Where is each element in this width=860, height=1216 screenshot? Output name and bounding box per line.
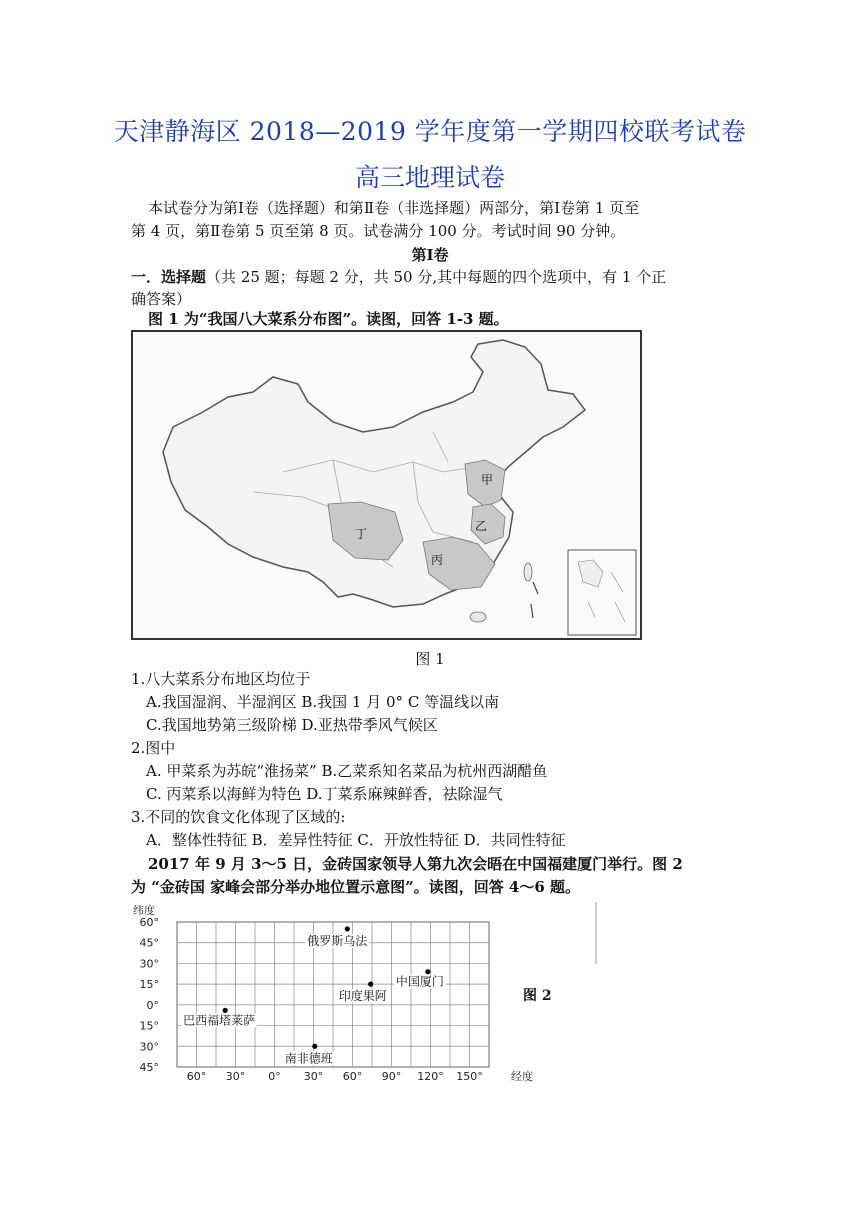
y-tick-label: 30° — [139, 957, 159, 971]
x-tick-label: 30° — [225, 1070, 246, 1082]
intro-line-2: 第 4 页，第Ⅱ卷第 5 页至第 8 页。试卷满分 100 分。考试时间 90 分钟。 — [131, 222, 626, 240]
q1-stem: 1.八大菜系分布地区均位于 — [131, 670, 311, 688]
data-point — [223, 1008, 228, 1013]
china-map-svg — [133, 332, 640, 638]
data-point — [312, 1044, 317, 1049]
intro-line-1: 本试卷分为第Ⅰ卷（选择题）和第Ⅱ卷（非选择题）两部分，第Ⅰ卷第 1 页至 — [148, 199, 640, 217]
data-label: 中国厦门 — [395, 974, 444, 989]
data-point — [345, 926, 350, 931]
hainan-island — [470, 612, 486, 622]
label-ding: 丁 — [355, 527, 368, 541]
section1-heading-line — [131, 266, 666, 288]
section1-text-1: （共 25 题；每题 2 分，共 50 分,其中每题的四个选项中，有 1 个正 — [206, 268, 667, 286]
q3-stem: 3.不同的饮食文化体现了区域的: — [131, 808, 346, 826]
x-tick-label: 60° — [342, 1070, 363, 1082]
data-point — [368, 982, 373, 987]
data-label: 印度果阿 — [338, 989, 387, 1004]
document-subtitle: 高三地理试卷 — [354, 163, 505, 192]
x-tick-label: 0° — [268, 1070, 281, 1082]
q1-option-row-2: C.我国地势第三级阶梯 D.亚热带季风气候区 — [146, 716, 438, 734]
label-yi: 乙 — [475, 519, 488, 533]
fig1-intro: 图 1 为“我国八大菜系分布图”。读图，回答 1-3 题。 — [148, 310, 509, 328]
x-tick-label: 120° — [417, 1070, 444, 1082]
q2-option-row-2: C. 丙菜系以海鲜为特色 D.丁菜系麻辣鲜香，祛除湿气 — [146, 785, 503, 803]
data-label: 俄罗斯乌法 — [307, 933, 368, 948]
china-outline — [163, 340, 585, 607]
y-tick-label: 30° — [139, 1040, 159, 1054]
label-jia: 甲 — [481, 473, 494, 487]
x-tick-label: 60° — [186, 1070, 207, 1082]
y-axis-title: 纬度 — [133, 904, 155, 917]
y-tick-label: 60° — [139, 916, 159, 929]
y-tick-label: 45° — [139, 1061, 159, 1074]
section1-heading: 一．选择题 — [131, 268, 207, 286]
fig2-label: 图 2 — [523, 988, 552, 1004]
x-axis-title: 经度 — [511, 1070, 533, 1082]
y-tick-label: 15° — [139, 978, 159, 992]
data-label: 南非德班 — [284, 1051, 333, 1066]
x-tick-label: 30° — [303, 1070, 324, 1082]
fig2-intro-line-1: 2017 年 9 月 3～5 日，金砖国家领导人第九次会晤在中国福建厦门举行。图 2 — [148, 855, 683, 873]
section1-text-2: 确答案） — [131, 290, 192, 308]
fig2-intro-line-2: 为 “金砖国 家峰会部分举办地位置示意图”。读图，回答 4～6 题。 — [131, 878, 581, 896]
data-label: 巴西福塔莱萨 — [183, 1013, 256, 1028]
document-title: 天津静海区 2018—2019 学年度第一学期四校联考试卷 — [113, 117, 747, 146]
q2-stem: 2.图中 — [131, 739, 176, 757]
y-tick-label: 45° — [139, 936, 159, 950]
taiwan-island — [524, 563, 532, 581]
section-title: 第Ⅰ卷 — [411, 246, 449, 264]
fig1-caption: 图 1 — [415, 650, 445, 668]
x-tick-label: 150° — [456, 1070, 483, 1082]
china-cuisine-map — [131, 330, 642, 640]
data-point — [425, 969, 430, 974]
x-tick-label: 90° — [381, 1070, 402, 1082]
q3-option-row-1: A．整体性特征 B．差异性特征 C．开放性特征 D．共同性特征 — [146, 831, 566, 849]
y-tick-label: 0° — [146, 998, 159, 1012]
q2-option-row-1: A. 甲菜系为苏皖“淮扬菜” B.乙菜系知名菜品为杭州西湖醋鱼 — [146, 762, 548, 780]
label-bing: 丙 — [431, 553, 444, 567]
q1-option-row-1: A.我国湿润、半湿润区 B.我国 1 月 0° C 等温线以南 — [146, 693, 500, 711]
y-tick-label: 15° — [139, 1019, 159, 1033]
